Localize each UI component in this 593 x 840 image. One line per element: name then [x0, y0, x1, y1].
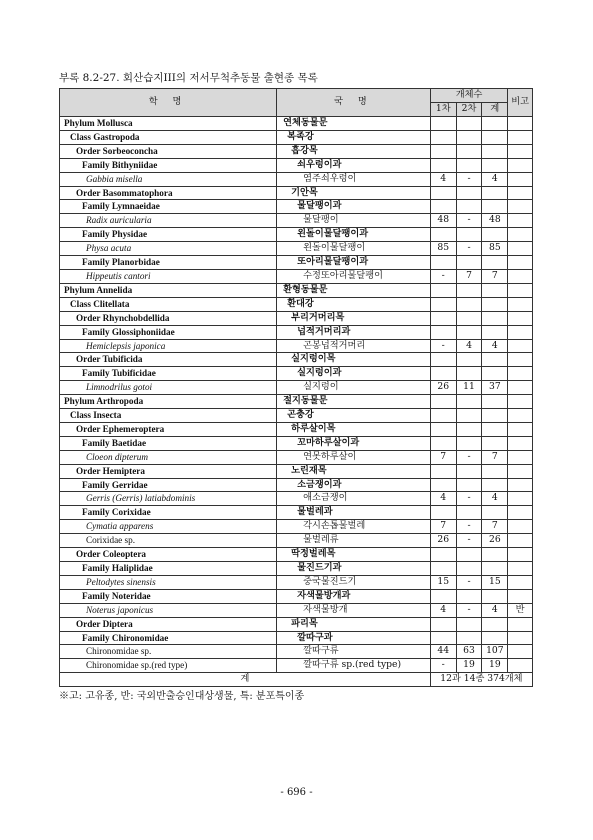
- scientific-name-cell: Family Chironomidae: [60, 631, 277, 645]
- count-first-cell: [430, 353, 456, 367]
- count-total-cell: 107: [482, 645, 508, 659]
- korean-name-cell: 하루살이목: [277, 422, 431, 436]
- table-row: [60, 256, 533, 270]
- total-label: 계: [60, 673, 431, 687]
- scientific-name-cell: Order Hemiptera: [60, 464, 277, 478]
- table-row: [60, 200, 533, 214]
- korean-name-cell: 흡강목: [277, 144, 431, 158]
- remark-cell: [508, 339, 533, 353]
- remark-cell: [508, 395, 533, 409]
- count-total-cell: 19: [482, 659, 508, 673]
- scientific-name-cell: Family Lymnaeidae: [60, 200, 277, 214]
- count-total-cell: 4: [482, 172, 508, 186]
- table-row: [60, 492, 533, 506]
- count-total-cell: [482, 589, 508, 603]
- remark-cell: 반: [508, 603, 533, 617]
- scientific-name-cell: Order Diptera: [60, 617, 277, 631]
- count-first-cell: [430, 256, 456, 270]
- remark-cell: [508, 242, 533, 256]
- korean-name-cell: 환대강: [277, 297, 431, 311]
- remark-cell: [508, 631, 533, 645]
- korean-name-cell: 중국물진드기: [277, 575, 431, 589]
- count-second-cell: [456, 589, 482, 603]
- remark-cell: [508, 130, 533, 144]
- table-row: [60, 395, 533, 409]
- korean-name-cell: 물진드기과: [277, 562, 431, 576]
- count-first-cell: 15: [430, 575, 456, 589]
- count-second-cell: -: [456, 534, 482, 548]
- header-scientific-name: 학 명: [60, 89, 277, 117]
- korean-name-cell: 물달팽이과: [277, 200, 431, 214]
- korean-name-cell: 넙적거머리과: [277, 325, 431, 339]
- korean-name-cell: 또아리물달팽이과: [277, 256, 431, 270]
- count-first-cell: [430, 130, 456, 144]
- count-second-cell: [456, 186, 482, 200]
- header-first-survey: 1차: [430, 103, 456, 117]
- count-total-cell: 4: [482, 492, 508, 506]
- count-first-cell: [430, 422, 456, 436]
- scientific-name-cell: Family Tubificidae: [60, 367, 277, 381]
- table-row: [60, 283, 533, 297]
- count-second-cell: -: [456, 450, 482, 464]
- remark-cell: [508, 172, 533, 186]
- remark-cell: [508, 325, 533, 339]
- count-second-cell: [456, 130, 482, 144]
- remark-cell: [508, 117, 533, 131]
- count-total-cell: [482, 353, 508, 367]
- count-first-cell: [430, 478, 456, 492]
- korean-name-cell: 꼬마하루살이과: [277, 436, 431, 450]
- remark-cell: [508, 214, 533, 228]
- count-first-cell: [430, 631, 456, 645]
- count-second-cell: 11: [456, 381, 482, 395]
- count-total-cell: [482, 158, 508, 172]
- count-first-cell: [430, 436, 456, 450]
- remark-cell: [508, 186, 533, 200]
- table-row: [60, 659, 533, 673]
- scientific-name-cell: Phylum Mollusca: [60, 117, 277, 131]
- korean-name-cell: 물달팽이: [277, 214, 431, 228]
- count-first-cell: [430, 589, 456, 603]
- count-second-cell: [456, 409, 482, 423]
- count-first-cell: [430, 367, 456, 381]
- header-count-group: 개체수: [430, 89, 507, 103]
- scientific-name-cell: Family Physidae: [60, 228, 277, 242]
- count-first-cell: [430, 186, 456, 200]
- count-second-cell: [456, 464, 482, 478]
- page-number: - 696 -: [280, 787, 313, 798]
- korean-name-cell: 물벌레류: [277, 534, 431, 548]
- scientific-name-cell: Noterus japonicus: [60, 603, 277, 617]
- count-total-cell: [482, 228, 508, 242]
- count-second-cell: -: [456, 575, 482, 589]
- table-row: [60, 464, 533, 478]
- table-row: [60, 436, 533, 450]
- count-second-cell: [456, 325, 482, 339]
- count-first-cell: [430, 158, 456, 172]
- remark-cell: [508, 450, 533, 464]
- table-row: [60, 367, 533, 381]
- korean-name-cell: 실지렁이과: [277, 367, 431, 381]
- korean-name-cell: 염주쇠우렁이: [277, 172, 431, 186]
- table-row: [60, 228, 533, 242]
- scientific-name-cell: Order Sorbeoconcha: [60, 144, 277, 158]
- korean-name-cell: 절지동물문: [277, 395, 431, 409]
- remark-cell: [508, 200, 533, 214]
- count-second-cell: [456, 422, 482, 436]
- count-first-cell: 44: [430, 645, 456, 659]
- count-total-cell: 37: [482, 381, 508, 395]
- count-second-cell: [456, 228, 482, 242]
- total-row: [60, 673, 533, 687]
- count-total-cell: [482, 631, 508, 645]
- count-second-cell: [456, 353, 482, 367]
- table-row: [60, 381, 533, 395]
- count-second-cell: [456, 297, 482, 311]
- count-total-cell: 4: [482, 339, 508, 353]
- scientific-name-cell: Chironomidae sp.(red type): [60, 659, 277, 673]
- table-row: [60, 534, 533, 548]
- scientific-name-cell: Gerris (Gerris) latiabdominis: [60, 492, 277, 506]
- table-row: [60, 214, 533, 228]
- count-second-cell: 4: [456, 339, 482, 353]
- remark-cell: [508, 353, 533, 367]
- count-first-cell: [430, 617, 456, 631]
- count-first-cell: 4: [430, 603, 456, 617]
- header-second-survey: 2차: [456, 103, 482, 117]
- remark-cell: [508, 367, 533, 381]
- count-total-cell: [482, 130, 508, 144]
- header-total: 계: [482, 103, 508, 117]
- species-table: [59, 88, 533, 687]
- table-row: [60, 562, 533, 576]
- korean-name-cell: 소금쟁이과: [277, 478, 431, 492]
- scientific-name-cell: Peltodytes sinensis: [60, 575, 277, 589]
- scientific-name-cell: Cloeon dipterum: [60, 450, 277, 464]
- korean-name-cell: 왼돌이물달팽이과: [277, 228, 431, 242]
- korean-name-cell: 물벌레과: [277, 506, 431, 520]
- table-row: [60, 450, 533, 464]
- korean-name-cell: 노린재목: [277, 464, 431, 478]
- count-second-cell: [456, 158, 482, 172]
- count-first-cell: [430, 409, 456, 423]
- scientific-name-cell: Family Planorbidae: [60, 256, 277, 270]
- scientific-name-cell: Limnodrilus gotoi: [60, 381, 277, 395]
- count-first-cell: -: [430, 339, 456, 353]
- count-total-cell: [482, 409, 508, 423]
- korean-name-cell: 수정또아리물달팽이: [277, 269, 431, 283]
- count-first-cell: 4: [430, 492, 456, 506]
- remark-cell: [508, 144, 533, 158]
- remark-cell: [508, 409, 533, 423]
- scientific-name-cell: Order Coleoptera: [60, 548, 277, 562]
- remark-cell: [508, 659, 533, 673]
- count-first-cell: -: [430, 269, 456, 283]
- table-row: [60, 548, 533, 562]
- count-first-cell: [430, 464, 456, 478]
- scientific-name-cell: Order Tubificida: [60, 353, 277, 367]
- korean-name-cell: 쇠우렁이과: [277, 158, 431, 172]
- korean-name-cell: 자색물방개: [277, 603, 431, 617]
- count-second-cell: -: [456, 172, 482, 186]
- table-body: [60, 117, 533, 673]
- count-first-cell: [430, 506, 456, 520]
- scientific-name-cell: Family Corixidae: [60, 506, 277, 520]
- count-second-cell: [456, 562, 482, 576]
- scientific-name-cell: Family Haliplidae: [60, 562, 277, 576]
- table-row: [60, 478, 533, 492]
- count-first-cell: [430, 311, 456, 325]
- table-row: [60, 353, 533, 367]
- remark-cell: [508, 492, 533, 506]
- table-row: [60, 325, 533, 339]
- remark-cell: [508, 464, 533, 478]
- count-second-cell: [456, 478, 482, 492]
- count-first-cell: 26: [430, 381, 456, 395]
- scientific-name-cell: Phylum Annelida: [60, 283, 277, 297]
- scientific-name-cell: Family Baetidae: [60, 436, 277, 450]
- table-row: [60, 130, 533, 144]
- count-total-cell: [482, 395, 508, 409]
- footnote: ※고: 고유종, 반: 국외반출승인대상생물, 특: 분포특이종: [59, 691, 305, 702]
- remark-cell: [508, 436, 533, 450]
- count-first-cell: 48: [430, 214, 456, 228]
- korean-name-cell: 실지렁이목: [277, 353, 431, 367]
- table-row: [60, 144, 533, 158]
- scientific-name-cell: Physa acuta: [60, 242, 277, 256]
- korean-name-cell: 환형동물문: [277, 283, 431, 297]
- scientific-name-cell: Class Insecta: [60, 409, 277, 423]
- scientific-name-cell: Family Glossiphoniidae: [60, 325, 277, 339]
- table-row: [60, 117, 533, 131]
- table-caption: 부록 8.2-27. 회산습지III의 저서무척추동물 출현종 목록: [59, 72, 318, 84]
- count-total-cell: 4: [482, 603, 508, 617]
- scientific-name-cell: Family Noteridae: [60, 589, 277, 603]
- count-second-cell: [456, 548, 482, 562]
- count-total-cell: [482, 548, 508, 562]
- remark-cell: [508, 228, 533, 242]
- count-second-cell: -: [456, 520, 482, 534]
- scientific-name-cell: Order Basommatophora: [60, 186, 277, 200]
- count-total-cell: [482, 478, 508, 492]
- count-second-cell: [456, 256, 482, 270]
- korean-name-cell: 애소금쟁이: [277, 492, 431, 506]
- table-row: [60, 339, 533, 353]
- total-summary: 12과 14종 374개체: [430, 673, 532, 687]
- count-second-cell: [456, 144, 482, 158]
- count-total-cell: [482, 256, 508, 270]
- scientific-name-cell: Cymatia apparens: [60, 520, 277, 534]
- count-second-cell: [456, 436, 482, 450]
- count-total-cell: 85: [482, 242, 508, 256]
- remark-cell: [508, 562, 533, 576]
- table-row: [60, 422, 533, 436]
- scientific-name-cell: Class Gastropoda: [60, 130, 277, 144]
- korean-name-cell: 연못하루살이: [277, 450, 431, 464]
- remark-cell: [508, 422, 533, 436]
- korean-name-cell: 복족강: [277, 130, 431, 144]
- remark-cell: [508, 269, 533, 283]
- remark-cell: [508, 381, 533, 395]
- count-total-cell: [482, 311, 508, 325]
- table-row: [60, 617, 533, 631]
- count-total-cell: [482, 367, 508, 381]
- count-total-cell: [482, 464, 508, 478]
- korean-name-cell: 깔따구과: [277, 631, 431, 645]
- count-second-cell: [456, 506, 482, 520]
- scientific-name-cell: Order Rhynchobdellida: [60, 311, 277, 325]
- remark-cell: [508, 283, 533, 297]
- count-first-cell: [430, 228, 456, 242]
- remark-cell: [508, 297, 533, 311]
- korean-name-cell: 깔따구류: [277, 645, 431, 659]
- count-first-cell: 7: [430, 520, 456, 534]
- table-row: [60, 631, 533, 645]
- remark-cell: [508, 548, 533, 562]
- scientific-name-cell: Corixidae sp.: [60, 534, 277, 548]
- remark-cell: [508, 617, 533, 631]
- count-total-cell: [482, 144, 508, 158]
- count-second-cell: [456, 367, 482, 381]
- remark-cell: [508, 589, 533, 603]
- count-total-cell: 7: [482, 269, 508, 283]
- count-first-cell: [430, 200, 456, 214]
- korean-name-cell: 깔따구류 sp.(red type): [277, 659, 431, 673]
- remark-cell: [508, 311, 533, 325]
- count-total-cell: [482, 422, 508, 436]
- korean-name-cell: 왼돌이물달팽이: [277, 242, 431, 256]
- header-remark: 비고: [508, 89, 533, 117]
- korean-name-cell: 딱정벌레목: [277, 548, 431, 562]
- korean-name-cell: 자색물방개과: [277, 589, 431, 603]
- count-first-cell: [430, 283, 456, 297]
- count-first-cell: [430, 144, 456, 158]
- count-first-cell: 26: [430, 534, 456, 548]
- count-total-cell: 26: [482, 534, 508, 548]
- count-first-cell: [430, 297, 456, 311]
- remark-cell: [508, 256, 533, 270]
- table-row: [60, 311, 533, 325]
- count-first-cell: -: [430, 659, 456, 673]
- count-total-cell: [482, 297, 508, 311]
- remark-cell: [508, 520, 533, 534]
- korean-name-cell: 곤봉넙적거머리: [277, 339, 431, 353]
- scientific-name-cell: Gabbia misella: [60, 172, 277, 186]
- count-total-cell: 7: [482, 450, 508, 464]
- count-second-cell: [456, 200, 482, 214]
- header-korean-name: 국 명: [277, 89, 431, 117]
- count-total-cell: 48: [482, 214, 508, 228]
- table-row: [60, 409, 533, 423]
- count-second-cell: [456, 283, 482, 297]
- count-second-cell: -: [456, 214, 482, 228]
- scientific-name-cell: Family Bithyniidae: [60, 158, 277, 172]
- count-second-cell: [456, 617, 482, 631]
- scientific-name-cell: Hemiclepsis japonica: [60, 339, 277, 353]
- count-second-cell: -: [456, 492, 482, 506]
- remark-cell: [508, 506, 533, 520]
- count-total-cell: [482, 186, 508, 200]
- remark-cell: [508, 534, 533, 548]
- count-total-cell: [482, 200, 508, 214]
- scientific-name-cell: Hippeutis cantori: [60, 269, 277, 283]
- table-row: [60, 575, 533, 589]
- count-second-cell: 63: [456, 645, 482, 659]
- count-second-cell: [456, 117, 482, 131]
- korean-name-cell: 부리거머리목: [277, 311, 431, 325]
- count-first-cell: 85: [430, 242, 456, 256]
- count-second-cell: [456, 631, 482, 645]
- count-total-cell: [482, 562, 508, 576]
- table-row: [60, 158, 533, 172]
- table-row: [60, 172, 533, 186]
- scientific-name-cell: Radix auricularia: [60, 214, 277, 228]
- count-first-cell: [430, 325, 456, 339]
- count-second-cell: [456, 395, 482, 409]
- count-first-cell: [430, 548, 456, 562]
- table-row: [60, 186, 533, 200]
- scientific-name-cell: Chironomidae sp.: [60, 645, 277, 659]
- count-first-cell: [430, 562, 456, 576]
- korean-name-cell: 연체동물문: [277, 117, 431, 131]
- count-total-cell: [482, 436, 508, 450]
- count-first-cell: [430, 117, 456, 131]
- count-first-cell: 7: [430, 450, 456, 464]
- table-row: [60, 242, 533, 256]
- korean-name-cell: 실지렁이: [277, 381, 431, 395]
- table-row: [60, 645, 533, 659]
- count-total-cell: [482, 506, 508, 520]
- count-first-cell: 4: [430, 172, 456, 186]
- count-total-cell: 15: [482, 575, 508, 589]
- table-row: [60, 589, 533, 603]
- remark-cell: [508, 478, 533, 492]
- table-row: [60, 520, 533, 534]
- table-row: [60, 269, 533, 283]
- remark-cell: [508, 645, 533, 659]
- scientific-name-cell: Class Clitellata: [60, 297, 277, 311]
- scientific-name-cell: Order Ephemeroptera: [60, 422, 277, 436]
- count-total-cell: [482, 283, 508, 297]
- table-row: [60, 506, 533, 520]
- korean-name-cell: 기안목: [277, 186, 431, 200]
- korean-name-cell: 각시손톱물벌레: [277, 520, 431, 534]
- table-row: [60, 297, 533, 311]
- count-total-cell: [482, 117, 508, 131]
- count-total-cell: 7: [482, 520, 508, 534]
- count-first-cell: [430, 395, 456, 409]
- remark-cell: [508, 158, 533, 172]
- remark-cell: [508, 575, 533, 589]
- count-second-cell: -: [456, 603, 482, 617]
- scientific-name-cell: Phylum Arthropoda: [60, 395, 277, 409]
- count-second-cell: -: [456, 242, 482, 256]
- korean-name-cell: 곤충강: [277, 409, 431, 423]
- count-total-cell: [482, 617, 508, 631]
- count-second-cell: 7: [456, 269, 482, 283]
- count-second-cell: [456, 311, 482, 325]
- scientific-name-cell: Family Gerridae: [60, 478, 277, 492]
- count-total-cell: [482, 325, 508, 339]
- korean-name-cell: 파리목: [277, 617, 431, 631]
- table-row: [60, 603, 533, 617]
- count-second-cell: 19: [456, 659, 482, 673]
